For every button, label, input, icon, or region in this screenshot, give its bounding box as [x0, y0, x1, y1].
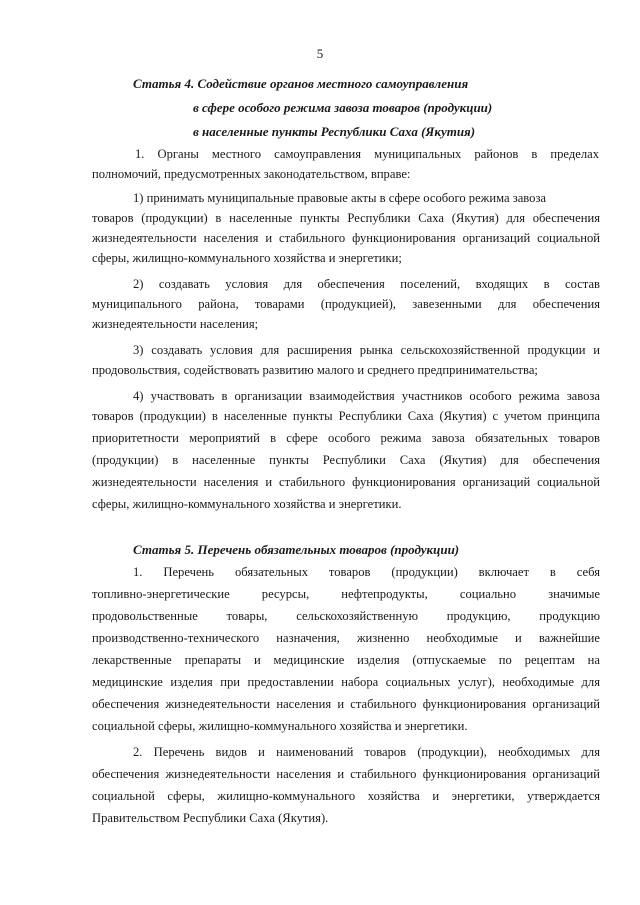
article5-line: обеспечения жизнедеятельности населения и стабильного функционирования организаций [92, 697, 600, 711]
article4-line: сферы, жилищно-коммунального хозяйства и энергетики; [92, 251, 402, 265]
article4-line: жизнедеятельности населения и стабильного функционирования организаций социальной [92, 231, 600, 245]
article5-line: медицинские изделия при предоставлении набора социальных услуг), необходимые для [92, 675, 600, 689]
page-number: 5 [316, 46, 324, 61]
article4-line: 1) принимать муниципальные правовые акты в сфере особого режима завоза [133, 191, 547, 205]
article5-line: топливно-энергетические ресурсы, нефтепродукты, социально значимые [92, 587, 600, 601]
article5-line: 1. Перечень обязательных товаров (продукции) включает в себя [133, 565, 600, 579]
article5-line: обеспечения жизнедеятельности населения и стабильного функционирования организаций [92, 767, 600, 781]
article4-line: товаров (продукции) в населенные пункты Республики Саха (Якутия) с учетом принципа [92, 409, 600, 423]
article4-line: товаров (продукции) в населенные пункты Республики Саха (Якутия) для обеспечения [92, 211, 600, 225]
article4-heading-line-3: в населенные пункты Республики Саха (Якутия) [193, 124, 476, 139]
article4-line: муниципального района, товарами (продукцией), завезенными для обеспечения [92, 297, 600, 311]
article4-line: сферы, жилищно-коммунального хозяйства и энергетики. [92, 497, 402, 511]
article4-line: жизнедеятельности населения; [92, 317, 259, 331]
article5-line: 2. Перечень видов и наименований товаров (продукции), необходимых для [133, 745, 600, 759]
article4-line: полномочий, предусмотренных законодательством, вправе: [92, 167, 411, 181]
article4-line: 1. Органы местного самоуправления муниципальных районов в пределах [135, 147, 599, 161]
article5-line: социальной сферы, жилищно-коммунального хозяйства и энергетики. [92, 719, 468, 733]
article4-line: жизнедеятельности населения и стабильного функционирования организаций социальной [92, 475, 600, 489]
article4-line: 2) создавать условия для обеспечения поселений, входящих в состав [133, 277, 600, 291]
article4-line: (продукции) в населенные пункты Республики Саха (Якутия) для обеспечения [92, 453, 600, 467]
article5-line: Правительством Республики Саха (Якутия). [92, 811, 329, 825]
article5-line: производственно-технического назначения, жизненно необходимые и важнейшие [92, 631, 600, 645]
article5-line: социальной сферы, жилищно-коммунального хозяйства и энергетики, утверждается [92, 789, 600, 803]
article5-line: продовольственные товары, сельскохозяйственную продукцию, продукцию [92, 609, 600, 623]
article5-heading: Статья 5. Перечень обязательных товаров (продукции) [133, 542, 460, 557]
article4-heading-line-1: Статья 4. Содействие органов местного самоуправления [133, 76, 469, 91]
article4-heading-line-2: в сфере особого режима завоза товаров (продукции) [193, 100, 493, 115]
article4-line: 4) участвовать в организации взаимодействия участников особого режима завоза [133, 389, 600, 403]
article4-line: продовольствия, содействовать развитию малого и среднего предпринимательства; [92, 363, 538, 377]
article5-line: лекарственные препараты и медицинские изделия (отпускаемые по рецептам на [92, 653, 600, 667]
article4-line: приоритетности мероприятий в сфере особого режима завоза обязательных товаров [92, 431, 600, 445]
article4-line: 3) создавать условия для расширения рынка сельскохозяйственной продукции и [133, 343, 600, 357]
